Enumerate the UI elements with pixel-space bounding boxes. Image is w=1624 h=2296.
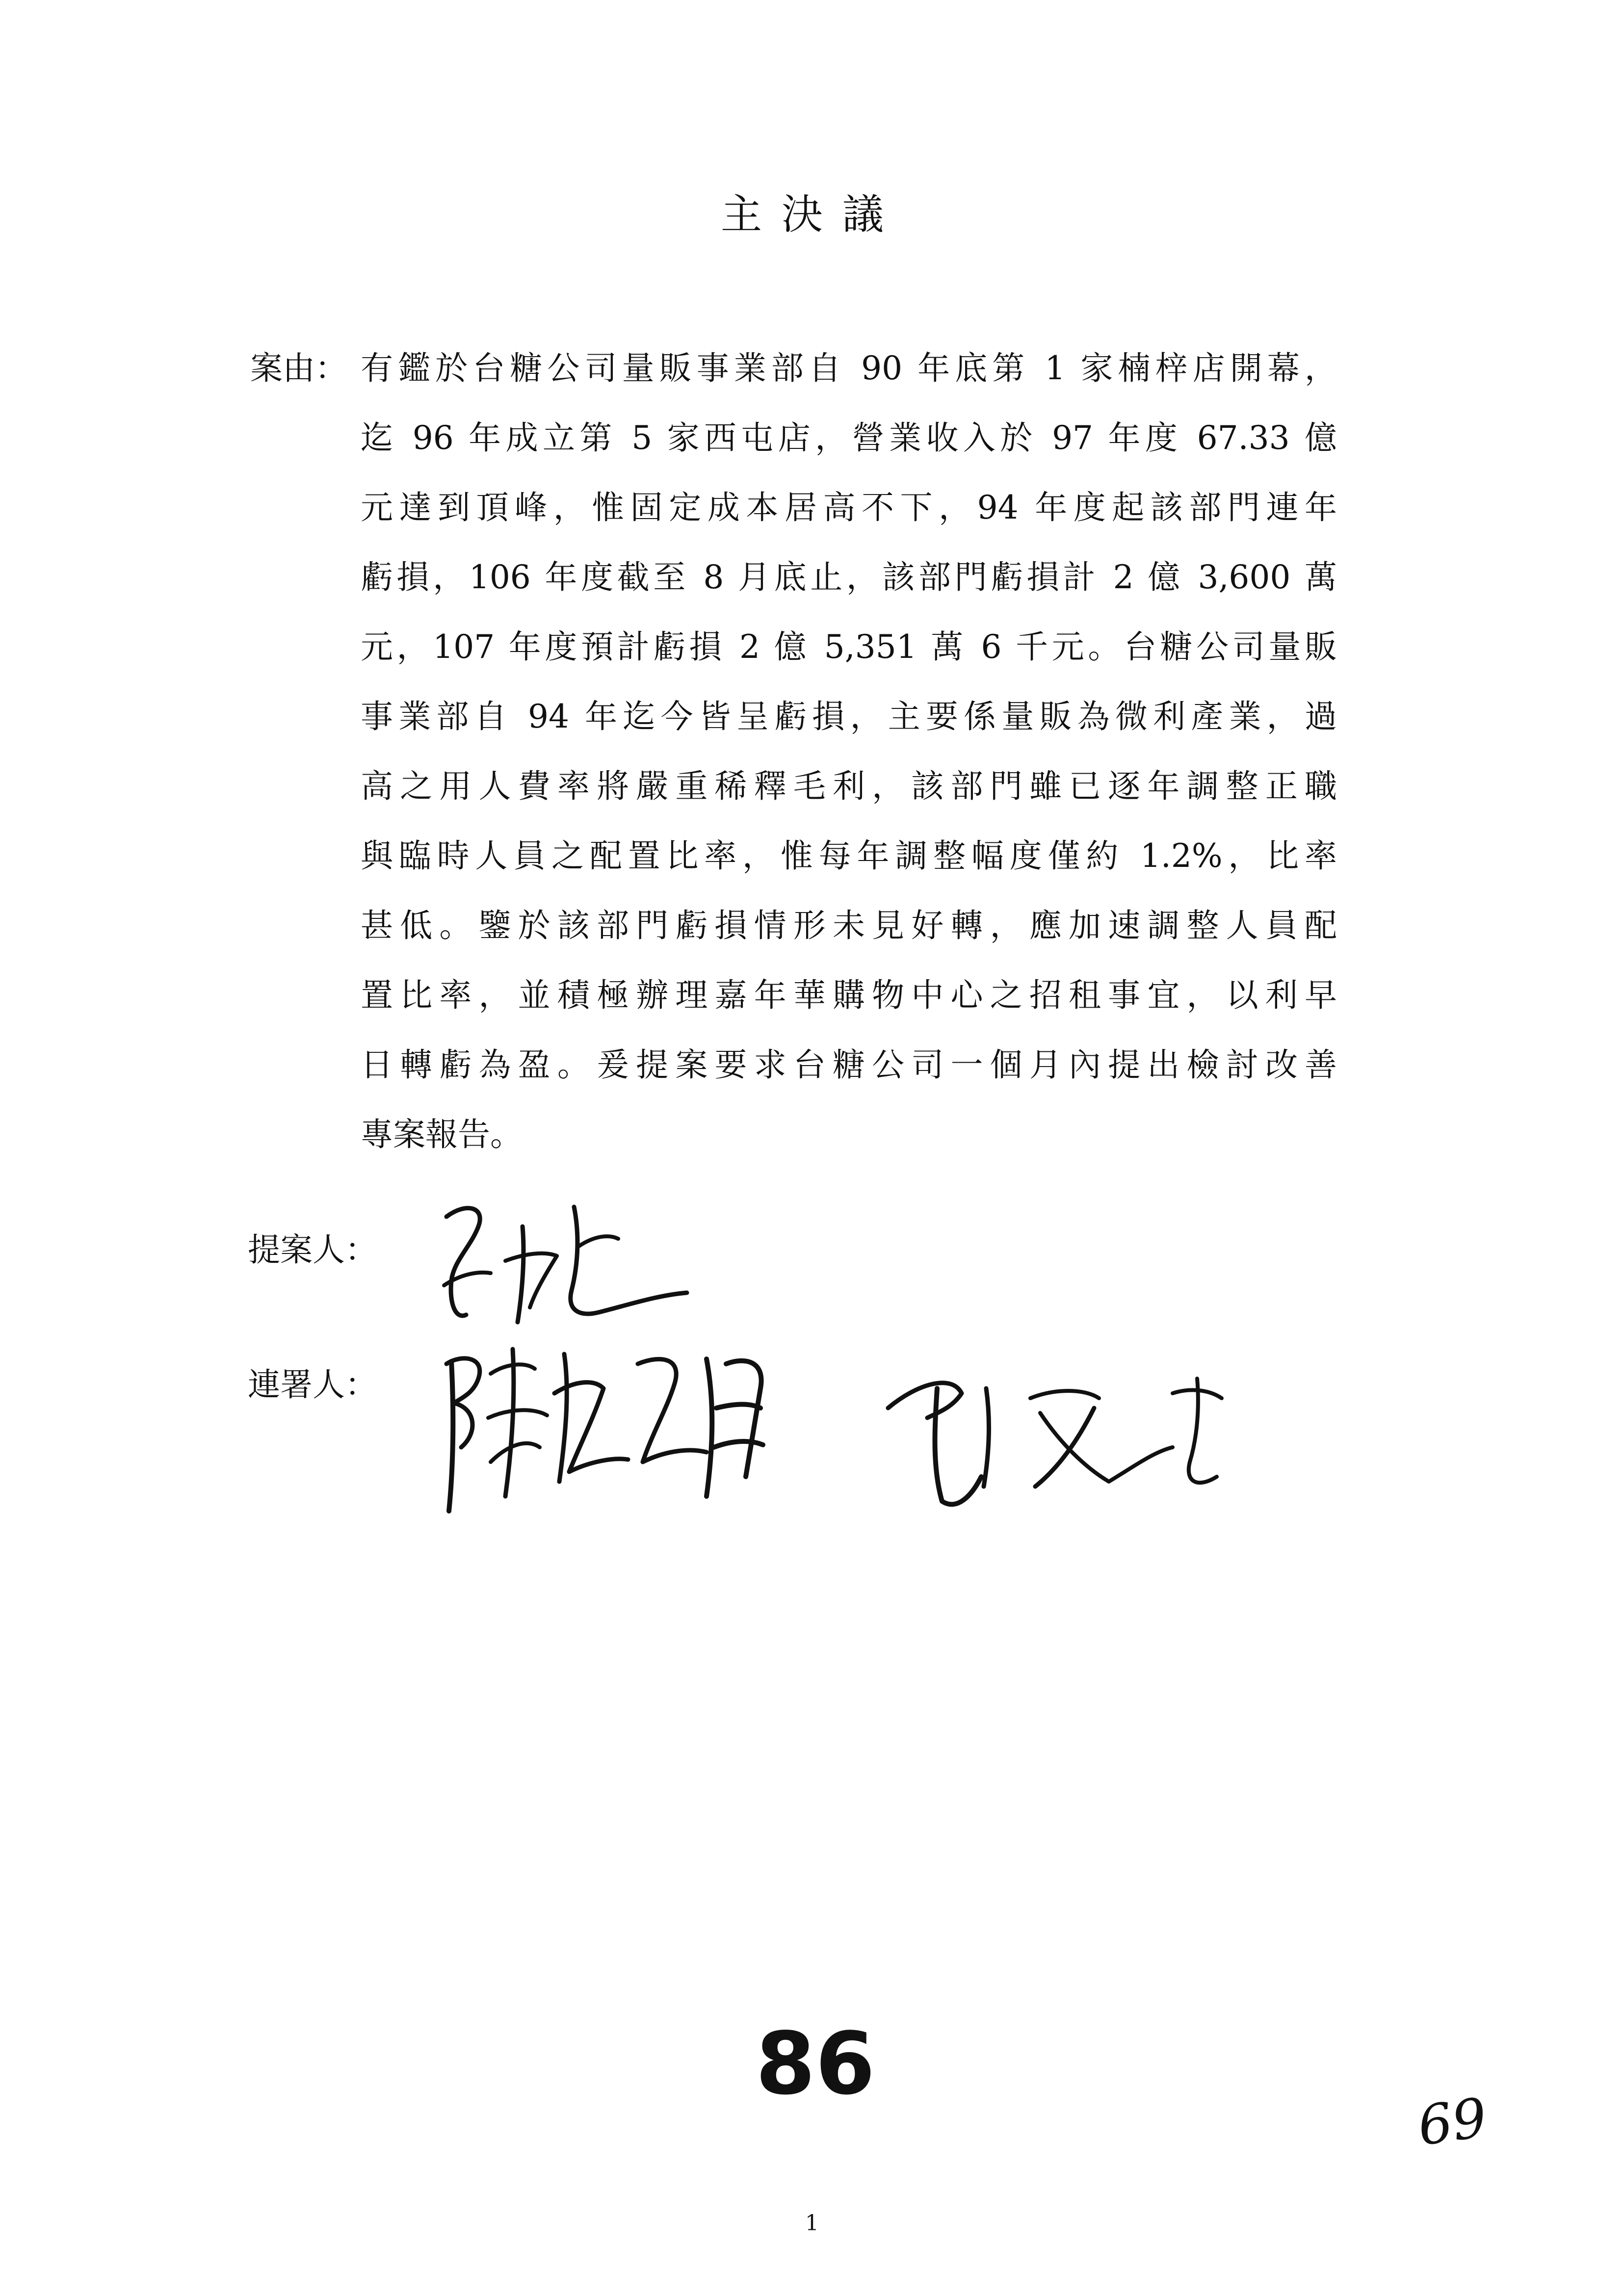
page-number: 1 — [805, 2211, 819, 2236]
cosigner-signature-2 — [878, 1354, 1251, 1516]
case-line: 元達到頂峰，惟固定成本居高不下，94 年度起該部門連年 — [361, 489, 1337, 526]
proposer-label: 提案人： — [248, 1231, 377, 1269]
case-line: 元，107 年度預計虧損 2 億 5,351 萬 6 千元。台糖公司量販 — [361, 628, 1337, 666]
case-line: 迄 96 年成立第 5 家西屯店，營業收入於 97 年度 67.33 億 — [361, 419, 1337, 457]
case-line: 虧損，106 年度截至 8 月底止，該部門虧損計 2 億 3,600 萬 — [361, 558, 1337, 596]
case-line: 日轉虧為盈。爰提案要求台糖公司一個月內提出檢討改善 — [361, 1046, 1337, 1084]
case-line: 與臨時人員之配置比率，惟每年調整幅度僅約 1.2%，比率 — [361, 837, 1337, 875]
case-line: 專案報告。 — [361, 1116, 523, 1153]
case-line: 事業部自 94 年迄今皆呈虧損，主要係量販為微利產業，過 — [361, 698, 1337, 735]
cosigner-label: 連署人： — [248, 1366, 377, 1404]
cosigner-signature-1 — [432, 1334, 785, 1521]
stamp-number: 86 — [756, 2014, 875, 2114]
case-line: 有鑑於台糖公司量販事業部自 90 年底第 1 家楠梓店開幕， — [361, 349, 1337, 387]
case-body — [361, 334, 1337, 1170]
case-line: 甚低。鑒於該部門虧損情形未見好轉，應加速調整人員配 — [361, 907, 1337, 944]
handwritten-number: 69 — [1414, 2086, 1491, 2158]
case-line: 高之用人費率將嚴重稀釋毛利，該部門雖已逐年調整正職 — [361, 767, 1337, 805]
document-title: 主決議 — [720, 190, 903, 238]
case-line: 置比率，並積極辦理嘉年華購物中心之招租事宜，以利早 — [361, 976, 1337, 1014]
case-label: 案由： — [250, 349, 347, 387]
proposer-signature — [432, 1187, 697, 1339]
